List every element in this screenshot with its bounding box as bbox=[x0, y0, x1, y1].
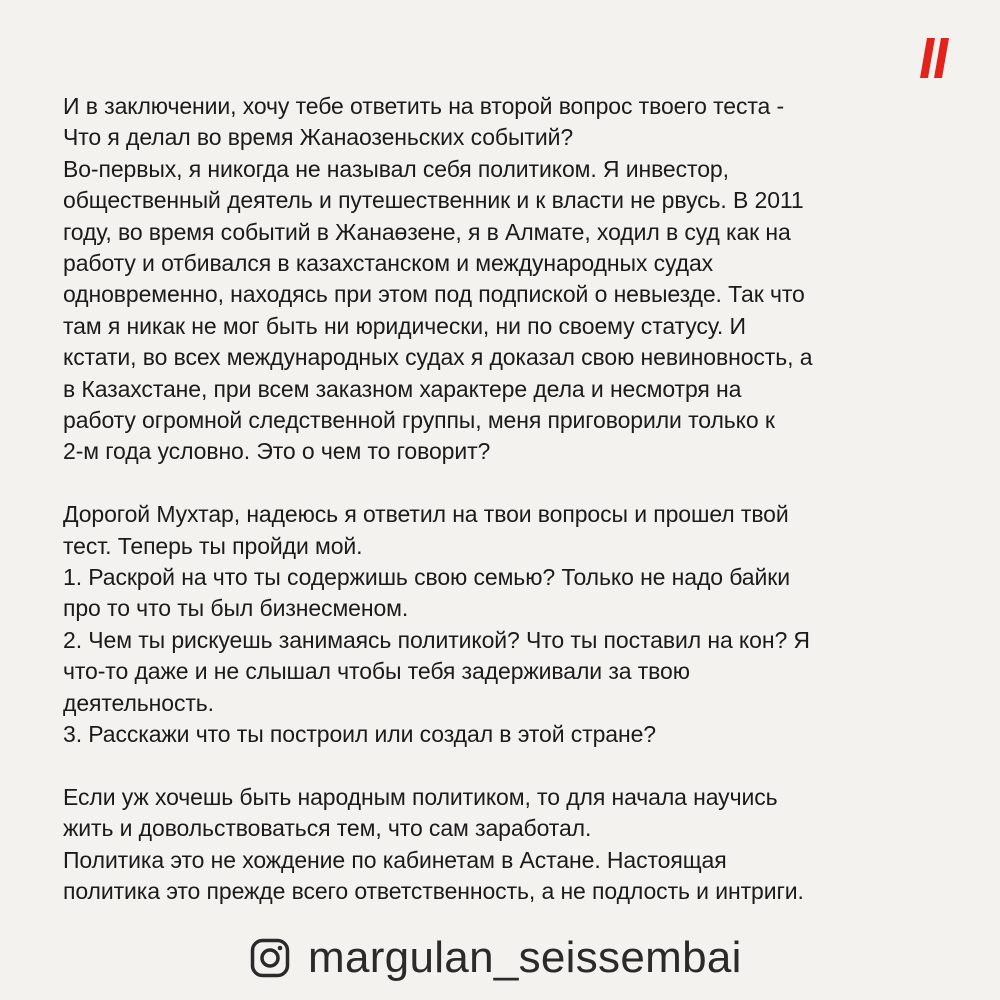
paragraph-answer bbox=[63, 91, 963, 468]
instagram-handle-footer bbox=[250, 930, 742, 986]
text-line: Если уж хочешь быть народным политиком, то для начала научись bbox=[63, 783, 778, 810]
text-line: тест. Теперь ты пройди мой. bbox=[63, 532, 363, 559]
text-line: политика это прежде всего ответственность, а не подлость и интриги. bbox=[63, 878, 804, 905]
text-line: работу огромной следственной группы, меня приговорили только к bbox=[63, 407, 775, 434]
text-line: в Казахстане, при всем заказном характере дела и несмотря на bbox=[63, 375, 742, 402]
post-text bbox=[63, 91, 963, 908]
text-line: общественный деятель и путешественник и к власти не рвусь. В 2011 bbox=[63, 187, 804, 214]
text-line: про то что ты был бизнесменом. bbox=[63, 595, 409, 622]
text-line: кстати, во всех международных судах я доказал свою невиновность, а bbox=[63, 344, 813, 371]
text-line: там я никак не мог быть ни юридически, ни по своему статусу. И bbox=[63, 312, 746, 339]
text-line: Политика это не хождение по кабинетам в Астане. Настоящая bbox=[63, 846, 727, 873]
text-line: 1. Раскрой на что ты содержишь свою семью? Только не надо байки bbox=[63, 564, 790, 591]
text-line: году, во время событий в Жанаөзене, я в Алмате, ходил в суд как на bbox=[63, 218, 791, 245]
text-line: одновременно, находясь при этом под подпиской о невыезде. Так что bbox=[63, 281, 805, 308]
text-line: Что я делал во время Жанаозеньских событий? bbox=[63, 124, 574, 151]
paragraph-questions bbox=[63, 499, 963, 750]
instagram-icon bbox=[250, 938, 290, 978]
text-line: 2. Чем ты рискуешь занимаясь политикой? Что ты поставил на кон? Я bbox=[63, 626, 810, 653]
instagram-username: margulan_seissembai bbox=[308, 933, 742, 982]
text-line: что-то даже и не слышал чтобы тебя задерживали за твою bbox=[63, 658, 690, 685]
text-line: жить и довольствоваться тем, что сам заработал. bbox=[63, 815, 592, 842]
text-line: 2-м года условно. Это о чем то говорит? bbox=[63, 438, 491, 465]
text-line: работу и отбивался в казахстанском и международных судах bbox=[63, 250, 714, 277]
text-line: 3. Расскажи что ты построил или создал в этой стране? bbox=[63, 721, 656, 748]
text-line: Дорогой Мухтар, надеюсь я ответил на твои вопросы и прошел твой bbox=[63, 501, 789, 528]
text-line: И в заключении, хочу тебе ответить на второй вопрос твоего теста - bbox=[63, 93, 785, 119]
text-line: Во-первых, я никогда не называл себя политиком. Я инвестор, bbox=[63, 155, 729, 182]
text-line: деятельность. bbox=[63, 689, 214, 716]
paragraph-conclusion bbox=[63, 782, 963, 908]
double-quote-icon bbox=[918, 38, 952, 78]
